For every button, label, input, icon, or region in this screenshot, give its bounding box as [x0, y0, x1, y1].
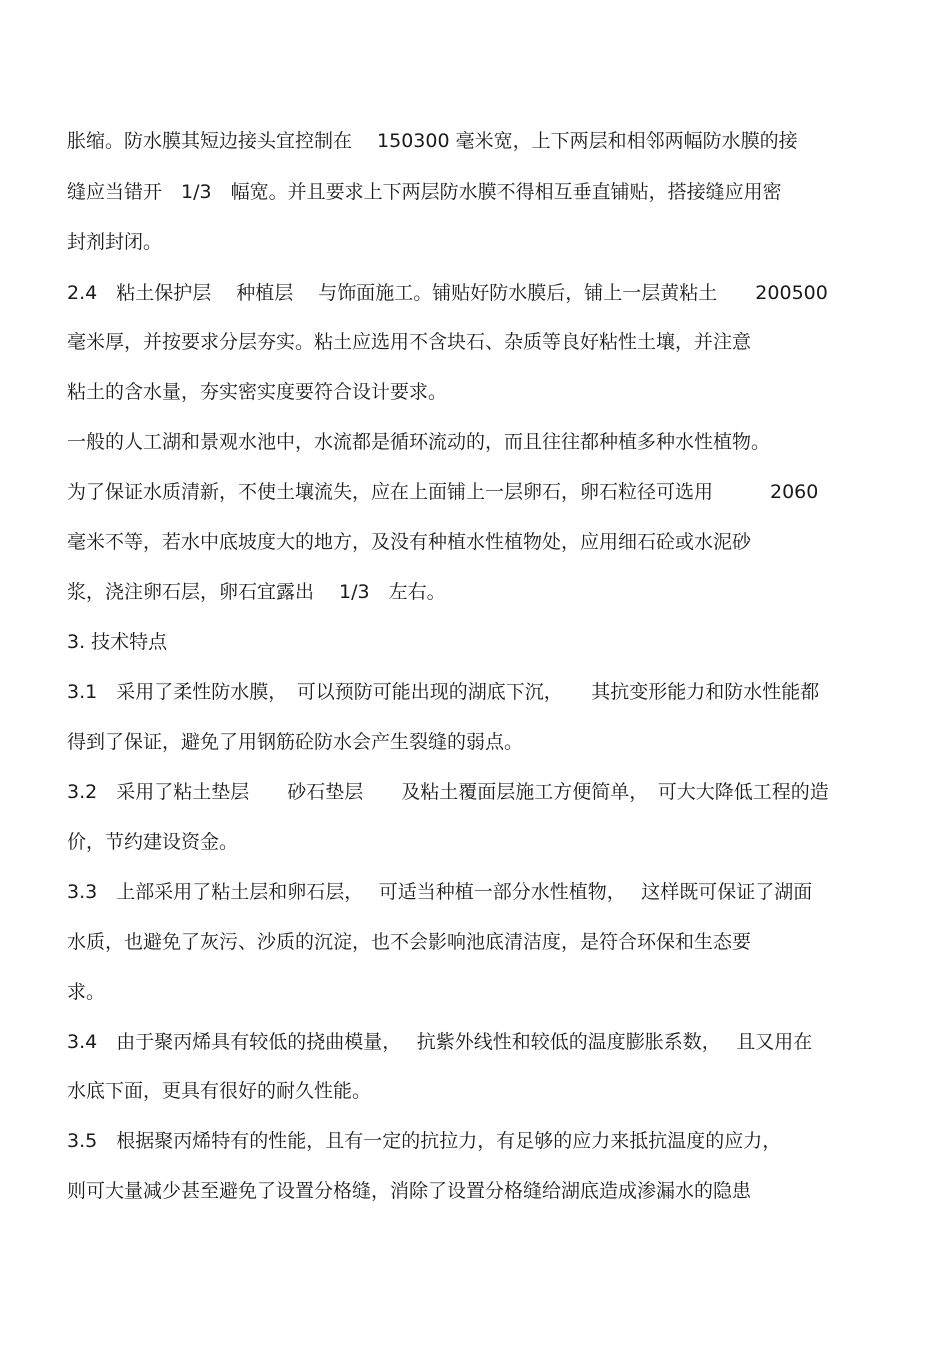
text-line: 价，节约建设资金。: [67, 831, 239, 853]
text-line: 水底下面，更具有很好的耐久性能。: [67, 1080, 372, 1102]
text-line: 水质，也避免了灰污、沙质的沉淀，也不会影响池底清洁度，是符合环保和生态要: [67, 931, 752, 953]
text-line: 粘土的含水量，夯实密实度要符合设计要求。: [67, 381, 448, 403]
text-line: 得到了保证，避免了用钢筋砼防水会产生裂缝的弱点。: [67, 731, 524, 753]
text-line: 求。: [67, 981, 106, 1003]
text-line: 为了保证水质清新，不使土壤流失，应在上面铺上一层卵石，卵石粒径可选用 2060: [67, 481, 819, 503]
text-line: 封剂封闭。: [67, 231, 163, 253]
text-line: 3.3 上部采用了粘土层和卵石层， 可适当种植一部分水性植物， 这样既可保证了湖面: [67, 881, 813, 903]
text-line: 胀缩。防水膜其短边接头宜控制在 150300 毫米宽，上下两层和相邻两幅防水膜的接: [67, 130, 798, 152]
text-line: 缝应当错开 1/3 幅宽。并且要求上下两层防水膜不得相互垂直铺贴，搭接缝应用密: [67, 181, 782, 203]
text-line: 3.2 采用了粘土垫层 砂石垫层 及粘土覆面层施工方便简单， 可大大降低工程的造: [67, 781, 829, 803]
text-line: 毫米不等，若水中底坡度大的地方，及没有种植水性植物处，应用细石砼或水泥砂: [67, 531, 752, 553]
text-line: 3.1 采用了柔性防水膜， 可以预防可能出现的湖底下沉， 其抗变形能力和防水性能都: [67, 681, 820, 703]
text-line: 毫米厚，并按要求分层夯实。粘土应选用不含块石、杂质等良好粘性土壤，并注意: [67, 331, 752, 353]
text-line: 3.5 根据聚丙烯特有的性能，且有一定的抗拉力，有足够的应力来抵抗温度的应力，: [67, 1130, 782, 1152]
text-line: 则可大量减少甚至避免了设置分格缝，消除了设置分格缝给湖底造成渗漏水的隐患: [67, 1180, 752, 1202]
section-heading: 3. 技术特点: [67, 631, 168, 653]
text-line: 3.4 由于聚丙烯具有较低的挠曲模量， 抗紫外线性和较低的温度膨胀系数， 且又用在: [67, 1031, 813, 1053]
text-line: 一般的人工湖和景观水池中，水流都是循环流动的，而且往往都种植多种水性植物。: [67, 431, 771, 453]
text-line: 浆，浇注卵石层，卵石宜露出 1/3 左右。: [67, 581, 446, 603]
text-line: 2.4 粘土保护层 种植层 与饰面施工。铺贴好防水膜后，铺上一层黄粘土 200500: [67, 282, 828, 304]
